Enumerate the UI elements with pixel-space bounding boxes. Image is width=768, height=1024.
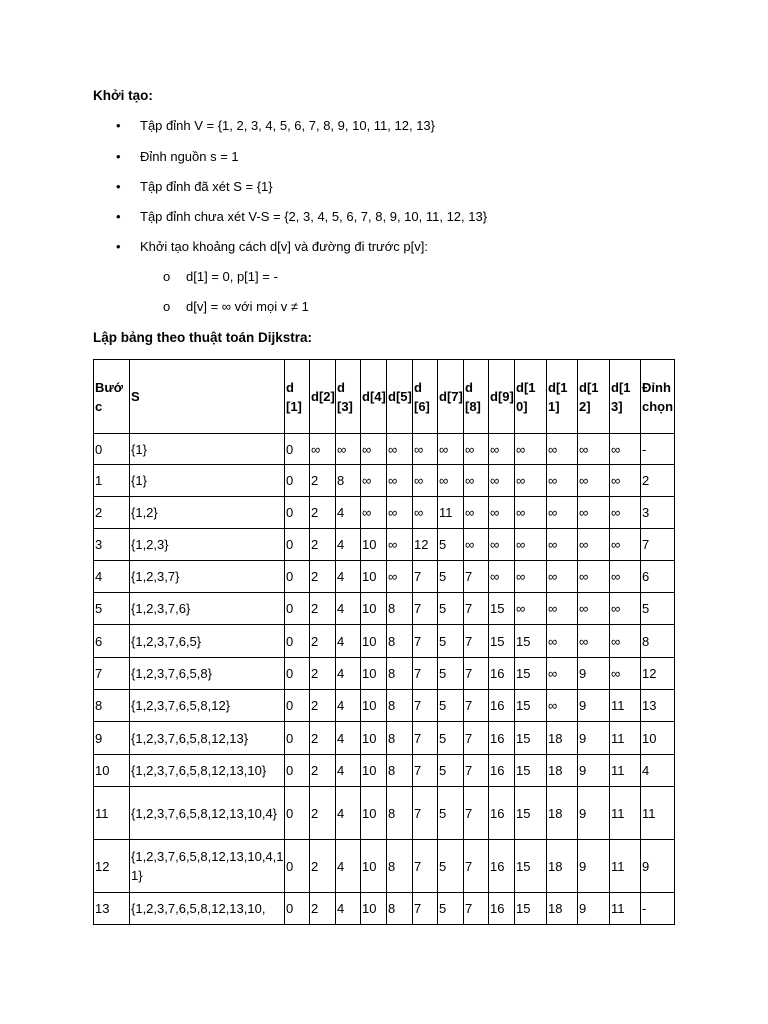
distance-cell: 8: [387, 625, 413, 658]
bullet-text: Tập đỉnh chưa xét V-S = {2, 3, 4, 5, 6, 7, 8, 9, 10, 11, 12, 13}: [140, 209, 488, 224]
distance-cell: 10: [361, 840, 387, 893]
distance-cell: 2: [310, 465, 336, 497]
distance-cell: ∞: [310, 434, 336, 465]
distance-cell: ∞: [515, 593, 547, 625]
distance-cell: 11: [610, 787, 641, 840]
distance-cell: 7: [413, 658, 438, 690]
distance-cell: 4: [336, 529, 361, 561]
distance-cell: 15: [515, 625, 547, 658]
distance-cell: 7: [464, 893, 489, 925]
distance-cell: ∞: [610, 561, 641, 593]
bullet-marker: •: [116, 118, 121, 133]
distance-cell: 11: [610, 755, 641, 787]
distance-cell: 0: [285, 840, 310, 893]
distance-cell: 11: [610, 690, 641, 722]
bullet-marker: •: [116, 209, 121, 224]
distance-cell: 15: [489, 625, 515, 658]
chosen-vertex-cell: -: [641, 434, 675, 465]
chosen-vertex-cell: 2: [641, 465, 675, 497]
bullet-text: Tập đỉnh đã xét S = {1}: [140, 179, 273, 194]
distance-cell: 4: [336, 893, 361, 925]
distance-cell: 15: [515, 755, 547, 787]
table-row: [94, 840, 675, 893]
distance-cell: 15: [515, 787, 547, 840]
distance-cell: 2: [310, 840, 336, 893]
distance-cell: ∞: [610, 529, 641, 561]
dijkstra-table: [93, 359, 675, 925]
distance-cell: 0: [285, 593, 310, 625]
distance-cell: 16: [489, 840, 515, 893]
distance-cell: ∞: [610, 465, 641, 497]
distance-cell: 2: [310, 690, 336, 722]
init-heading: Khởi tạo:: [93, 88, 153, 103]
table-row: [94, 465, 675, 497]
distance-cell: 10: [361, 593, 387, 625]
column-header: d[9]: [489, 360, 515, 434]
distance-cell: 2: [310, 755, 336, 787]
distance-cell: ∞: [361, 434, 387, 465]
distance-cell: 4: [336, 561, 361, 593]
distance-cell: 4: [336, 787, 361, 840]
distance-cell: 10: [361, 625, 387, 658]
column-header: d[1]: [285, 360, 310, 434]
bullet-marker: •: [116, 179, 121, 194]
distance-cell: 0: [285, 787, 310, 840]
distance-cell: 8: [387, 893, 413, 925]
distance-cell: ∞: [547, 465, 578, 497]
bullet-text: Đỉnh nguồn s = 1: [140, 149, 239, 164]
step-cell: 7: [94, 658, 130, 690]
table-row: [94, 497, 675, 529]
distance-cell: 4: [336, 722, 361, 755]
distance-cell: 2: [310, 722, 336, 755]
step-cell: 1: [94, 465, 130, 497]
distance-cell: ∞: [547, 690, 578, 722]
visited-set-cell: {1,2,3,7,6,5,8,12,13,10,4}: [130, 787, 285, 840]
chosen-vertex-cell: 5: [641, 593, 675, 625]
distance-cell: 7: [464, 755, 489, 787]
distance-cell: 9: [578, 755, 610, 787]
distance-cell: 4: [336, 497, 361, 529]
step-cell: 2: [94, 497, 130, 529]
distance-cell: 7: [413, 840, 438, 893]
distance-cell: 0: [285, 561, 310, 593]
distance-cell: 18: [547, 893, 578, 925]
distance-cell: 8: [387, 690, 413, 722]
distance-cell: 7: [464, 561, 489, 593]
visited-set-cell: {1,2,3,7,6,5,8,12}: [130, 690, 285, 722]
distance-cell: ∞: [515, 561, 547, 593]
distance-cell: ∞: [547, 497, 578, 529]
visited-set-cell: {1}: [130, 434, 285, 465]
distance-cell: 16: [489, 893, 515, 925]
distance-cell: 8: [387, 787, 413, 840]
distance-cell: 18: [547, 787, 578, 840]
table-row: [94, 561, 675, 593]
distance-cell: 10: [361, 690, 387, 722]
step-cell: 0: [94, 434, 130, 465]
visited-set-cell: {1,2,3,7,6,5}: [130, 625, 285, 658]
table-heading: Lập bảng theo thuật toán Dijkstra:: [93, 330, 313, 345]
distance-cell: 5: [438, 893, 464, 925]
chosen-vertex-cell: 10: [641, 722, 675, 755]
distance-cell: 9: [578, 787, 610, 840]
distance-cell: 8: [387, 722, 413, 755]
distance-cell: 5: [438, 658, 464, 690]
distance-cell: ∞: [610, 434, 641, 465]
distance-cell: ∞: [464, 434, 489, 465]
distance-cell: 7: [464, 593, 489, 625]
distance-cell: ∞: [547, 529, 578, 561]
distance-cell: 2: [310, 529, 336, 561]
distance-cell: 7: [464, 787, 489, 840]
distance-cell: 8: [336, 465, 361, 497]
sub-bullet-text: d[1] = 0, p[1] = -: [186, 269, 278, 284]
distance-cell: ∞: [387, 434, 413, 465]
distance-cell: 0: [285, 497, 310, 529]
column-header: d[13]: [610, 360, 641, 434]
chosen-vertex-cell: 6: [641, 561, 675, 593]
distance-cell: ∞: [578, 497, 610, 529]
distance-cell: 12: [413, 529, 438, 561]
table-row: [94, 893, 675, 925]
distance-cell: 4: [336, 690, 361, 722]
distance-cell: 10: [361, 787, 387, 840]
distance-cell: 16: [489, 658, 515, 690]
column-header: d[4]: [361, 360, 387, 434]
step-cell: 8: [94, 690, 130, 722]
distance-cell: 11: [610, 722, 641, 755]
column-header: d[7]: [438, 360, 464, 434]
distance-cell: 16: [489, 722, 515, 755]
distance-cell: 2: [310, 625, 336, 658]
distance-cell: 7: [413, 625, 438, 658]
distance-cell: 7: [413, 893, 438, 925]
table-row: [94, 755, 675, 787]
distance-cell: ∞: [413, 497, 438, 529]
bullet-text: Khởi tạo khoảng cách d[v] và đường đi trước p[v]:: [140, 239, 428, 254]
distance-cell: ∞: [464, 529, 489, 561]
distance-cell: ∞: [361, 497, 387, 529]
distance-cell: 0: [285, 755, 310, 787]
distance-cell: 7: [464, 722, 489, 755]
table-row: [94, 434, 675, 465]
distance-cell: 15: [515, 690, 547, 722]
visited-set-cell: {1,2,3,7}: [130, 561, 285, 593]
distance-cell: 0: [285, 722, 310, 755]
distance-cell: 0: [285, 690, 310, 722]
distance-cell: 4: [336, 593, 361, 625]
distance-cell: ∞: [578, 465, 610, 497]
distance-cell: 4: [336, 755, 361, 787]
column-header: d[5]: [387, 360, 413, 434]
table-row: [94, 625, 675, 658]
distance-cell: ∞: [515, 465, 547, 497]
chosen-vertex-cell: 3: [641, 497, 675, 529]
distance-cell: 0: [285, 529, 310, 561]
distance-cell: ∞: [336, 434, 361, 465]
distance-cell: 7: [464, 658, 489, 690]
distance-cell: 5: [438, 755, 464, 787]
bullet-marker: •: [116, 149, 121, 164]
distance-cell: ∞: [464, 465, 489, 497]
table-row: [94, 593, 675, 625]
distance-cell: 2: [310, 561, 336, 593]
distance-cell: 11: [610, 840, 641, 893]
table-row: [94, 690, 675, 722]
distance-cell: 7: [413, 722, 438, 755]
distance-cell: ∞: [547, 434, 578, 465]
distance-cell: 15: [515, 658, 547, 690]
distance-cell: 4: [336, 658, 361, 690]
bullet-text: Tập đỉnh V = {1, 2, 3, 4, 5, 6, 7, 8, 9, 10, 11, 12, 13}: [140, 118, 436, 133]
step-cell: 3: [94, 529, 130, 561]
distance-cell: 9: [578, 658, 610, 690]
distance-cell: 9: [578, 893, 610, 925]
sub-bullet-text: d[v] = ∞ với mọi v ≠ 1: [186, 299, 309, 314]
distance-cell: 8: [387, 593, 413, 625]
table-row: [94, 529, 675, 561]
distance-cell: 5: [438, 840, 464, 893]
distance-cell: 2: [310, 593, 336, 625]
distance-cell: 0: [285, 434, 310, 465]
sub-bullet-marker: o: [163, 269, 171, 284]
step-cell: 12: [94, 840, 130, 893]
visited-set-cell: {1,2,3,7,6,5,8,12,13}: [130, 722, 285, 755]
distance-cell: 16: [489, 755, 515, 787]
distance-cell: ∞: [387, 561, 413, 593]
distance-cell: 10: [361, 658, 387, 690]
distance-cell: 7: [464, 690, 489, 722]
step-cell: 10: [94, 755, 130, 787]
step-cell: 5: [94, 593, 130, 625]
distance-cell: 10: [361, 755, 387, 787]
distance-cell: 2: [310, 893, 336, 925]
distance-cell: 8: [387, 840, 413, 893]
distance-cell: 7: [464, 625, 489, 658]
distance-cell: 7: [413, 561, 438, 593]
visited-set-cell: {1,2,3,7,6,5,8,12,13,10,4,11}: [130, 840, 285, 893]
distance-cell: ∞: [489, 529, 515, 561]
distance-cell: 7: [464, 840, 489, 893]
distance-cell: 5: [438, 787, 464, 840]
distance-cell: 5: [438, 625, 464, 658]
distance-cell: 11: [438, 497, 464, 529]
visited-set-cell: {1,2,3,7,6}: [130, 593, 285, 625]
distance-cell: 18: [547, 840, 578, 893]
table-row: [94, 722, 675, 755]
distance-cell: 7: [413, 755, 438, 787]
column-header: Đỉnh chọn: [641, 360, 675, 434]
distance-cell: 0: [285, 465, 310, 497]
column-header: S: [130, 360, 285, 434]
distance-cell: ∞: [361, 465, 387, 497]
chosen-vertex-cell: 4: [641, 755, 675, 787]
column-header: d[2]: [310, 360, 336, 434]
chosen-vertex-cell: 7: [641, 529, 675, 561]
step-cell: 9: [94, 722, 130, 755]
distance-cell: ∞: [610, 497, 641, 529]
distance-cell: 16: [489, 787, 515, 840]
distance-cell: ∞: [413, 465, 438, 497]
distance-cell: 4: [336, 840, 361, 893]
distance-cell: 5: [438, 593, 464, 625]
distance-cell: 10: [361, 529, 387, 561]
distance-cell: 7: [413, 787, 438, 840]
distance-cell: ∞: [547, 625, 578, 658]
distance-cell: 15: [515, 893, 547, 925]
distance-cell: ∞: [387, 465, 413, 497]
distance-cell: 9: [578, 840, 610, 893]
distance-cell: ∞: [489, 497, 515, 529]
distance-cell: 15: [515, 840, 547, 893]
distance-cell: 0: [285, 893, 310, 925]
distance-cell: ∞: [438, 465, 464, 497]
distance-cell: 16: [489, 690, 515, 722]
distance-cell: ∞: [387, 529, 413, 561]
distance-cell: ∞: [464, 497, 489, 529]
chosen-vertex-cell: 13: [641, 690, 675, 722]
distance-cell: 9: [578, 690, 610, 722]
bullet-marker: •: [116, 239, 121, 254]
column-header: Bước: [94, 360, 130, 434]
distance-cell: ∞: [438, 434, 464, 465]
distance-cell: 18: [547, 755, 578, 787]
distance-cell: ∞: [578, 529, 610, 561]
distance-cell: 11: [610, 893, 641, 925]
column-header: d[8]: [464, 360, 489, 434]
column-header: d[6]: [413, 360, 438, 434]
table-body: [94, 434, 675, 925]
chosen-vertex-cell: 12: [641, 658, 675, 690]
step-cell: 13: [94, 893, 130, 925]
distance-cell: 0: [285, 658, 310, 690]
distance-cell: 7: [413, 593, 438, 625]
distance-cell: ∞: [515, 529, 547, 561]
distance-cell: ∞: [610, 625, 641, 658]
visited-set-cell: {1,2,3,7,6,5,8,12,13,10}: [130, 755, 285, 787]
sub-bullet-marker: o: [163, 299, 171, 314]
distance-cell: 9: [578, 722, 610, 755]
distance-cell: 10: [361, 722, 387, 755]
distance-cell: ∞: [489, 561, 515, 593]
distance-cell: 5: [438, 690, 464, 722]
distance-cell: 2: [310, 497, 336, 529]
distance-cell: ∞: [610, 658, 641, 690]
distance-cell: ∞: [387, 497, 413, 529]
visited-set-cell: {1}: [130, 465, 285, 497]
column-header: d[11]: [547, 360, 578, 434]
step-cell: 11: [94, 787, 130, 840]
column-header: d[12]: [578, 360, 610, 434]
distance-cell: 8: [387, 658, 413, 690]
distance-cell: 15: [489, 593, 515, 625]
distance-cell: 15: [515, 722, 547, 755]
distance-cell: 18: [547, 722, 578, 755]
distance-cell: 5: [438, 529, 464, 561]
chosen-vertex-cell: 8: [641, 625, 675, 658]
distance-cell: ∞: [489, 465, 515, 497]
visited-set-cell: {1,2,3}: [130, 529, 285, 561]
distance-cell: 10: [361, 893, 387, 925]
distance-cell: ∞: [610, 593, 641, 625]
chosen-vertex-cell: 9: [641, 840, 675, 893]
table-row: [94, 787, 675, 840]
distance-cell: ∞: [547, 561, 578, 593]
distance-cell: 10: [361, 561, 387, 593]
table-row: [94, 658, 675, 690]
column-header: d[3]: [336, 360, 361, 434]
table-header-row: [94, 360, 675, 434]
distance-cell: ∞: [578, 434, 610, 465]
distance-cell: ∞: [578, 593, 610, 625]
distance-cell: ∞: [547, 658, 578, 690]
visited-set-cell: {1,2}: [130, 497, 285, 529]
step-cell: 6: [94, 625, 130, 658]
distance-cell: 2: [310, 787, 336, 840]
distance-cell: 4: [336, 625, 361, 658]
visited-set-cell: {1,2,3,7,6,5,8,12,13,10,: [130, 893, 285, 925]
distance-cell: ∞: [515, 497, 547, 529]
distance-cell: 8: [387, 755, 413, 787]
visited-set-cell: {1,2,3,7,6,5,8}: [130, 658, 285, 690]
distance-cell: 2: [310, 658, 336, 690]
distance-cell: ∞: [578, 561, 610, 593]
step-cell: 4: [94, 561, 130, 593]
chosen-vertex-cell: 11: [641, 787, 675, 840]
distance-cell: ∞: [547, 593, 578, 625]
distance-cell: ∞: [515, 434, 547, 465]
distance-cell: ∞: [489, 434, 515, 465]
distance-cell: 5: [438, 722, 464, 755]
distance-cell: ∞: [413, 434, 438, 465]
chosen-vertex-cell: -: [641, 893, 675, 925]
distance-cell: 7: [413, 690, 438, 722]
column-header: d[10]: [515, 360, 547, 434]
distance-cell: 5: [438, 561, 464, 593]
distance-cell: 0: [285, 625, 310, 658]
distance-cell: ∞: [578, 625, 610, 658]
